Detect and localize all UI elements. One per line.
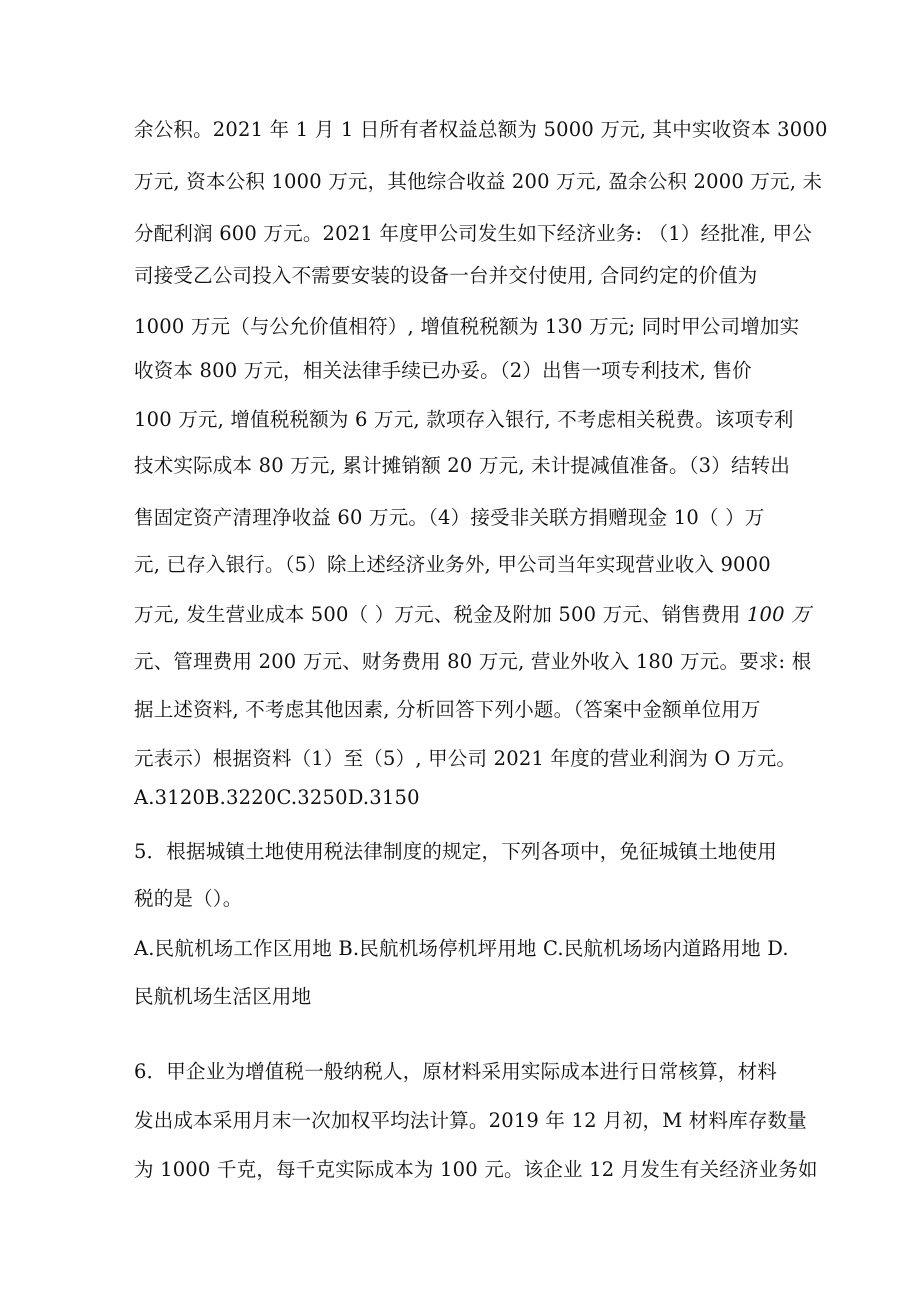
text-line: 司接受乙公司投入不需要安装的设备一台并交付使用, 合同约定的价值为 — [134, 264, 758, 287]
answer-options: A.3120B.3220C.3250D.3150 — [134, 786, 420, 809]
italic-amount: 100 万 — [746, 603, 811, 626]
text-line: 万元, 资本公积 1000 万元，其他综合收益 200 万元, 盈余公积 2000 万元, 未 — [134, 170, 823, 193]
text-line: 收资本 800 万元，相关法律手续已办妥。（2）出售一项专利技术, 售价 — [134, 359, 752, 382]
text-line: 余公积。2021 年 1 月 1 日所有者权益总额为 5000 万元, 其中实收资本 3000 — [134, 118, 828, 141]
text-line: 元, 已存入银行。（5）除上述经济业务外, 甲公司当年实现营业收入 9000 — [134, 553, 771, 576]
text-line: 发出成本采用月末一次加权平均法计算。2019 年 12 月初，M 材料库存数量 — [134, 1109, 807, 1132]
text-line: 100 万元, 增值税税额为 6 万元, 款项存入银行, 不考虑相关税费。该项专利 — [134, 408, 794, 431]
text-line: 万元, 发生营业成本 500（ ）万元、税金及附加 500 万元、销售费用 100 万 — [134, 603, 811, 626]
text-line: 售固定资产清理净收益 60 万元。（4）接受非关联方捐赠现金 10（ ）万 — [134, 506, 765, 529]
text-line: 技术实际成本 80 万元, 累计摊销额 20 万元, 未计提减值准备。（3）结转出 — [134, 454, 791, 477]
text-line: 1000 万元（与公允价值相符）, 增值税税额为 130 万元; 同时甲公司增加实 — [134, 315, 800, 338]
text-line: 分配利润 600 万元。2021 年度甲公司发生如下经济业务: （1）经批准, 甲公 — [134, 222, 812, 245]
question-6: 6．甲企业为增值税一般纳税人，原材料采用实际成本进行日常核算，材料 — [134, 1060, 778, 1083]
text-line: 据上述资料, 不考虑其他因素, 分析回答下列小题。（答案中金额单位用万 — [134, 698, 761, 721]
text-line: 税的是（）。 — [134, 887, 243, 910]
answer-options: A.民航机场工作区用地 B.民航机场停机坪用地 C.民航机场场内道路用地 D. — [134, 937, 789, 960]
text-line: 为 1000 千克，每千克实际成本为 100 元。该企业 12 月发生有关经济业务如 — [134, 1158, 818, 1181]
answer-options: 民航机场生活区用地 — [134, 985, 312, 1008]
text-line: 元表示）根据资料（1）至（5）, 甲公司 2021 年度的营业利润为 O 万元。 — [134, 747, 797, 770]
text-line: 元、管理费用 200 万元、财务费用 80 万元, 营业外收入 180 万元。要求: 根 — [134, 650, 812, 673]
question-5: 5．根据城镇土地使用税法律制度的规定，下列各项中，免征城镇土地使用 — [134, 840, 778, 863]
